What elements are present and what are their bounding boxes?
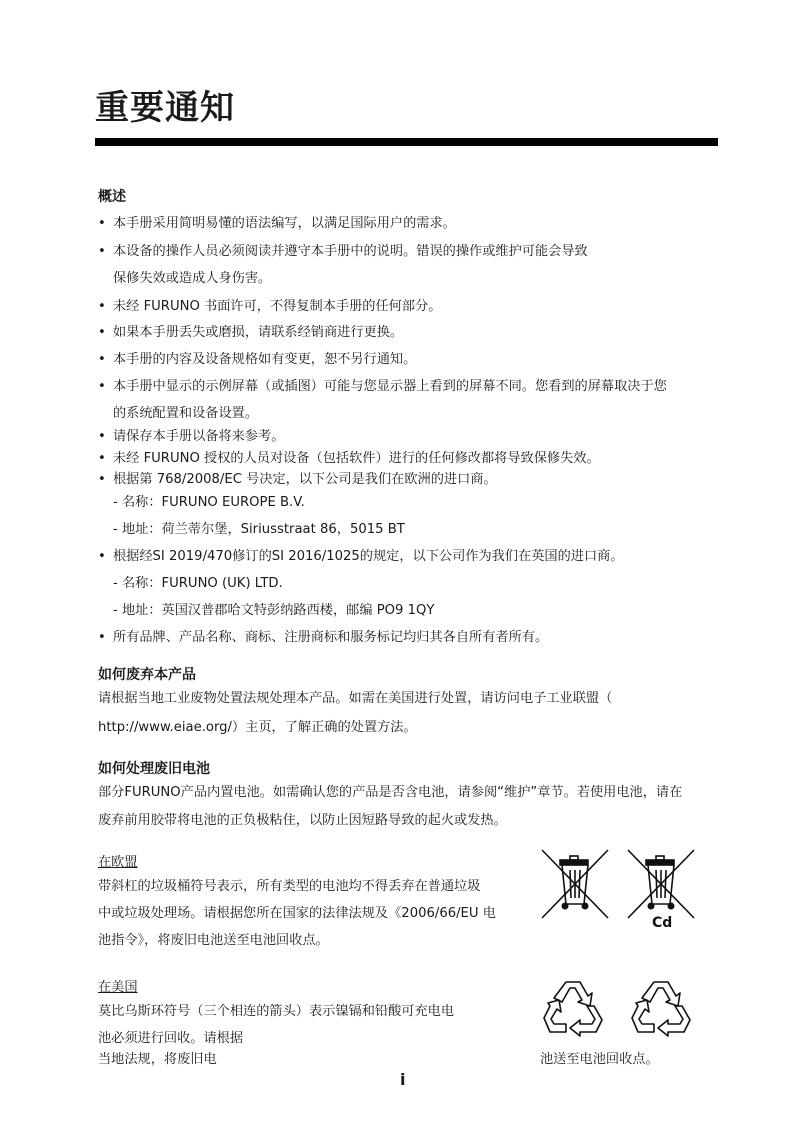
disposal-heading: 如何废弃本产品	[98, 667, 196, 683]
list-item-continuation: 的系统配置和设备设置。	[113, 406, 259, 421]
recycle-icon	[628, 976, 694, 1040]
cd-label: Cd	[652, 915, 673, 930]
list-item: • 本手册采用简明易懂的语法编写，以满足国际用户的需求。	[98, 216, 456, 231]
us-text-tail: 池送至电池回收点。	[540, 1052, 659, 1067]
us-text-3: 当地法规，将废旧电	[98, 1052, 217, 1067]
list-item: • 如果本手册丢失或磨损，请联系经销商进行更换。	[98, 325, 404, 340]
list-item: • 所有品牌、产品名称、商标、注册商标和服务标记均归其各自所有者所有。	[98, 630, 549, 645]
disposal-text-2: http://www.eiae.org/）主页，了解正确的处置方法。	[98, 720, 417, 735]
us-text-1: 莫比乌斯环符号（三个相连的箭头）表示镍镉和铅酸可充电电	[98, 1004, 455, 1019]
list-item: • 未经 FURUNO 授权的人员对设备（包括软件）进行的任何修改都将导致保修失效。	[98, 451, 600, 466]
batteries-heading: 如何处理废旧电池	[98, 761, 210, 777]
batteries-text-1: 部分FURUNO产品内置电池。如需确认您的产品是否含电池，请参阅“维护”章节。若使用电池，请在	[98, 785, 683, 800]
page-number: i	[400, 1070, 406, 1089]
title-rule	[95, 138, 718, 146]
list-item-continuation: 保修失效或造成人身伤害。	[113, 271, 272, 286]
list-item: • 本手册中显示的示例屏幕（或插图）可能与您显示器上看到的屏幕不同。您看到的屏幕取决于您	[98, 379, 667, 394]
eu-text-3: 池指令》，将废旧电池送至电池回收点。	[98, 933, 329, 948]
disposal-text-1: 请根据当地工业废物处置法规处理本产品。如需在美国进行处置，请访问电子工业联盟（	[98, 691, 613, 706]
list-item: • 根据经SI 2019/470修订的SI 2016/1025的规定，以下公司作为我们在英国的进口商。	[98, 549, 624, 564]
uk-importer-address: - 地址：英国汉普郡哈文特彭纳路西楼，邮编 PO9 1QY	[113, 603, 435, 618]
crossed-out-bin-icon	[540, 848, 610, 920]
list-item: • 未经 FURUNO 书面许可，不得复制本手册的任何部分。	[98, 299, 442, 314]
page-title: 重要通知	[95, 88, 235, 128]
eu-importer-address: - 地址：荷兰蒂尔堡，Siriusstraat 86，5015 BT	[113, 522, 405, 537]
list-item: • 请保存本手册以备将来参考。	[98, 429, 285, 444]
eu-text-1: 带斜杠的垃圾桶符号表示，所有类型的电池均不得丢弃在普通垃圾	[98, 879, 481, 894]
eu-importer-name: - 名称：FURUNO EUROPE B.V.	[113, 495, 305, 510]
list-item: • 本手册的内容及设备规格如有变更，恕不另行通知。	[98, 352, 417, 367]
eu-text-2: 中或垃圾处理场。请根据您所在国家的法律法规及《2006/66/EU 电	[98, 906, 496, 921]
list-item: • 根据第 768/2008/EC 号决定，以下公司是我们在欧洲的进口商。	[98, 472, 497, 487]
uk-importer-name: - 名称：FURUNO (UK) LTD.	[113, 576, 283, 591]
crossed-out-bin-cd-icon	[626, 848, 696, 930]
us-text-2: 池必须进行回收。请根据	[98, 1031, 244, 1046]
recycle-icon	[540, 976, 606, 1040]
batteries-text-2: 废弃前用胶带将电池的正负极粘住，以防止因短路导致的起火或发热。	[98, 813, 507, 828]
overview-heading: 概述	[98, 189, 126, 205]
list-item: • 本设备的操作人员必须阅读并遵守本手册中的说明。错误的操作或维护可能会导致	[98, 244, 588, 259]
eu-heading: 在欧盟	[98, 855, 138, 870]
us-heading: 在美国	[98, 980, 138, 995]
